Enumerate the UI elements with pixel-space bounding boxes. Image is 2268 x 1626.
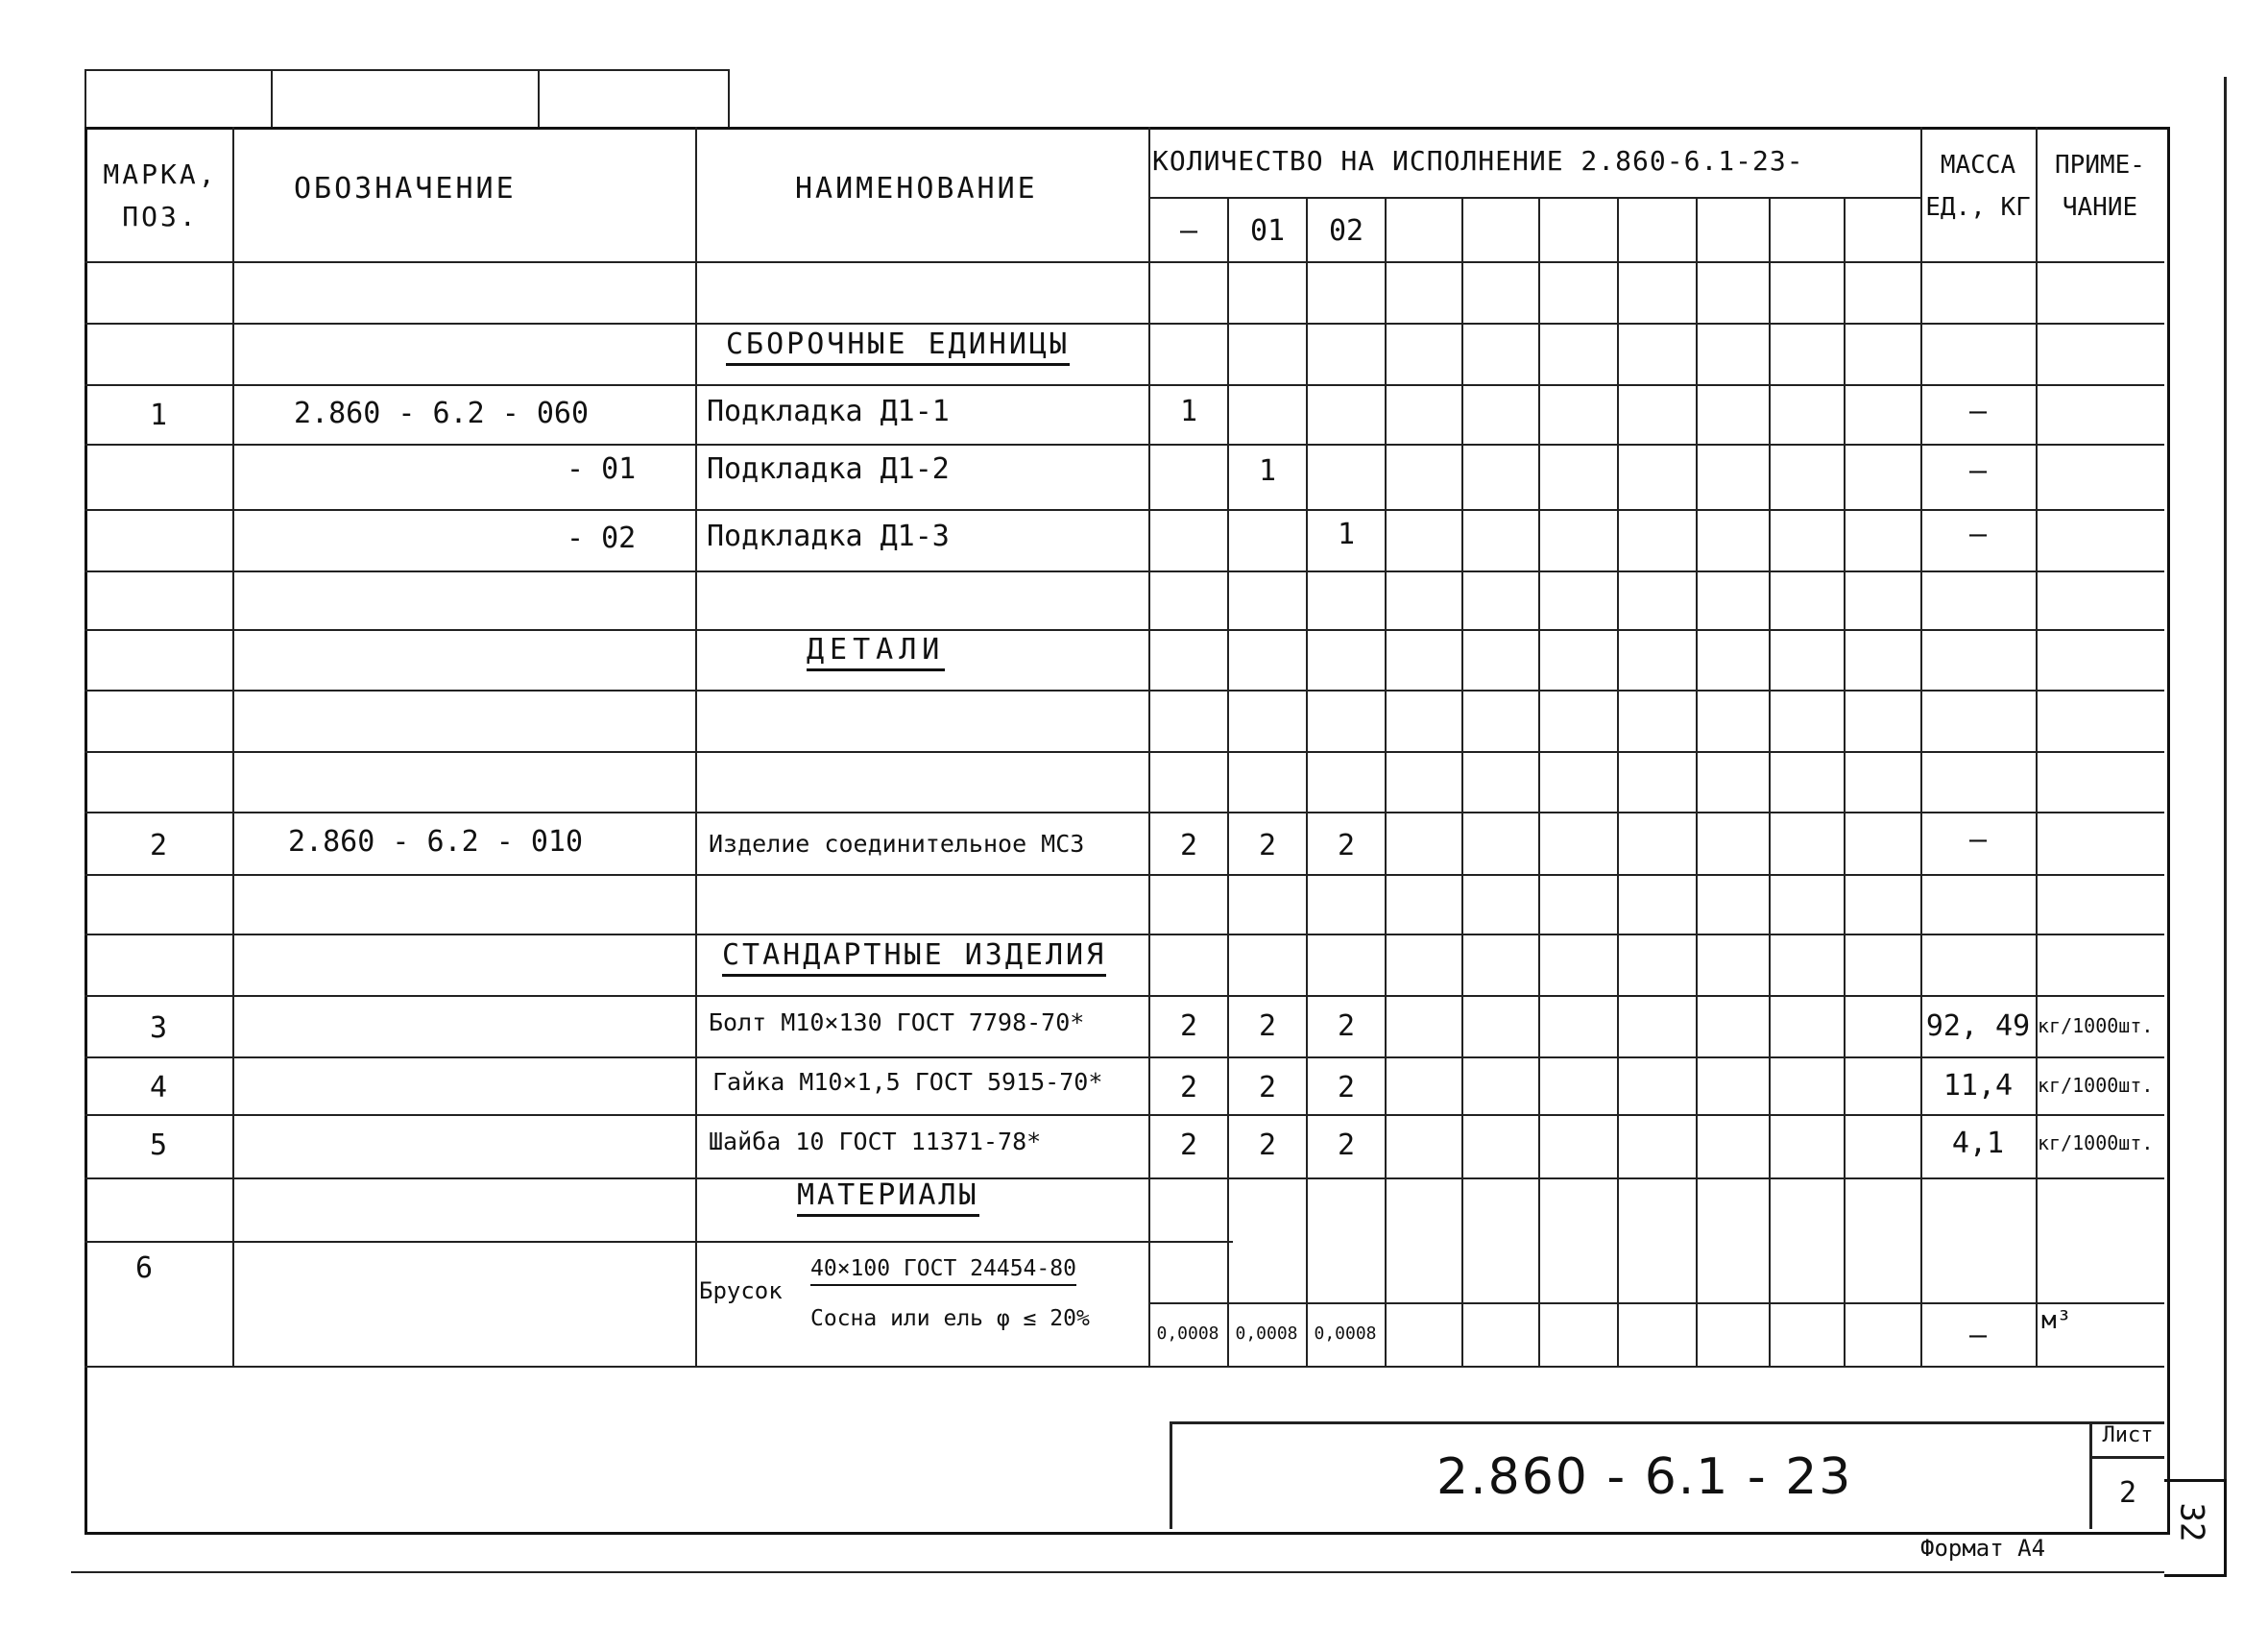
- row-name: Подкладка Д1-2: [707, 452, 950, 486]
- section-standard: СТАНДАРТНЫЕ ИЗДЕЛИЯ: [722, 941, 1106, 977]
- row-designation: - 02: [567, 522, 637, 555]
- section-materials: МАТЕРИАЛЫ: [797, 1181, 979, 1217]
- row-line: [84, 1177, 2164, 1179]
- row-qty: 1: [1179, 395, 1198, 428]
- row-qty: 2: [1179, 1009, 1198, 1043]
- row-pos: 1: [149, 399, 168, 432]
- row-qty: 2: [1258, 1128, 1277, 1162]
- row-qty: 2: [1337, 1071, 1356, 1104]
- header-col-1: 01: [1249, 214, 1286, 248]
- sheet-number: 2: [2118, 1476, 2137, 1510]
- row-note: кг/1000шт.: [2038, 1074, 2154, 1097]
- row-qty: 1: [1337, 518, 1356, 551]
- material-qty: 0,0008: [1156, 1323, 1219, 1344]
- material-mass: —: [1968, 1319, 1988, 1352]
- row-pos: 3: [149, 1011, 168, 1045]
- row-line: [84, 1056, 2164, 1058]
- row-line: [84, 509, 2164, 511]
- row-line: [84, 751, 2164, 753]
- row-qty: 2: [1337, 1128, 1356, 1162]
- top-box-line: [271, 69, 273, 127]
- row-line: [1148, 197, 1920, 199]
- row-qty: 2: [1337, 1009, 1356, 1043]
- row-line: [84, 629, 2164, 631]
- row-line: [84, 1114, 2164, 1116]
- row-pos: 5: [149, 1128, 168, 1162]
- row-mass: —: [1968, 518, 1988, 551]
- stamp-line: [1170, 1421, 1172, 1529]
- row-line: [84, 812, 2164, 813]
- row-qty: 2: [1258, 829, 1277, 862]
- section-details: ДЕТАЛИ: [807, 636, 945, 671]
- stamp-code: 2.860 - 6.1 - 23: [1436, 1448, 1853, 1506]
- header-mass: МАССА ЕД., КГ: [1925, 151, 2031, 222]
- header-col-2: 02: [1328, 214, 1364, 248]
- row-name: Болт М10×130 ГОСТ 7798-70*: [709, 1008, 1085, 1036]
- bottom-line: [71, 1571, 2164, 1573]
- col-line: [1306, 197, 1308, 1366]
- col-line: [1227, 197, 1229, 1366]
- row-name: Изделие соединительное МС3: [709, 830, 1085, 858]
- row-mass: 92, 49: [1925, 1009, 2031, 1043]
- row-note: кг/1000шт.: [2038, 1014, 2154, 1037]
- row-qty: 2: [1179, 1128, 1198, 1162]
- row-line: [84, 323, 2164, 325]
- header-designation: ОБОЗНАЧЕНИЕ: [294, 172, 517, 206]
- col-line: [1696, 197, 1698, 1366]
- header-name: НАИМЕНОВАНИЕ: [795, 172, 1038, 206]
- row-designation: 2.860 - 6.2 - 010: [288, 825, 584, 859]
- row-qty: 1: [1258, 454, 1277, 488]
- col-line: [1844, 197, 1846, 1366]
- col-line: [1538, 197, 1540, 1366]
- row-name: Шайба 10 ГОСТ 11371-78*: [709, 1128, 1042, 1155]
- top-box-line: [538, 69, 540, 127]
- row-name: Подкладка Д1-1: [707, 395, 950, 428]
- col-line: [1617, 197, 1619, 1366]
- header-col-0: —: [1179, 214, 1198, 248]
- row-note: кг/1000шт.: [2038, 1131, 2154, 1154]
- row-pos: 2: [149, 829, 168, 862]
- row-line: [84, 384, 2164, 386]
- material-note: м³: [2041, 1306, 2072, 1335]
- right-edge-line: [2224, 77, 2227, 1479]
- col-line: [1385, 197, 1387, 1366]
- material-line2: Сосна или ель φ ≤ 20%: [810, 1306, 1090, 1331]
- row-qty: 2: [1258, 1071, 1277, 1104]
- row-line: [1148, 1302, 2164, 1304]
- row-designation: - 01: [567, 452, 637, 486]
- row-qty: 2: [1337, 829, 1356, 862]
- material-line1: 40×100 ГОСТ 24454-80: [810, 1258, 1076, 1286]
- row-mass: —: [1968, 454, 1988, 488]
- row-name: Гайка М10×1,5 ГОСТ 5915-70*: [712, 1068, 1103, 1096]
- col-line: [695, 127, 697, 1366]
- col-line: [1920, 127, 1922, 1366]
- row-line: [84, 934, 2164, 935]
- top-box-line: [84, 69, 86, 127]
- header-mark: МАРКА, ПОЗ.: [103, 158, 218, 232]
- row-line: [84, 261, 2164, 263]
- row-name: Подкладка Д1-3: [707, 520, 950, 553]
- stamp-line: [1170, 1421, 2164, 1424]
- col-line: [2036, 127, 2038, 1366]
- row-line: [84, 690, 2164, 692]
- row-line: [84, 874, 2164, 876]
- row-qty: 2: [1179, 1071, 1198, 1104]
- row-line: [84, 1241, 1233, 1243]
- format-label: Формат А4: [1920, 1535, 2046, 1562]
- material-name: Брусок: [699, 1277, 783, 1304]
- row-line: [84, 1366, 2164, 1368]
- row-designation: 2.860 - 6.2 - 060: [294, 397, 590, 430]
- section-assembly: СБОРОЧНЫЕ ЕДИНИЦЫ: [726, 330, 1070, 366]
- sheet-label: Лист: [2102, 1423, 2154, 1447]
- material-pos: 6: [134, 1251, 154, 1285]
- stamp-line: [2089, 1456, 2164, 1459]
- page-number: 32: [2172, 1502, 2211, 1542]
- top-box-line: [84, 69, 728, 71]
- row-mass: 4,1: [1951, 1127, 2005, 1160]
- row-line: [84, 444, 2164, 446]
- row-mass: —: [1968, 823, 1988, 857]
- top-box-line: [728, 69, 730, 127]
- row-mass: 11,4: [1942, 1069, 2014, 1103]
- material-qty: 0,0008: [1235, 1323, 1298, 1344]
- row-pos: 4: [149, 1071, 168, 1104]
- row-qty: 2: [1258, 1009, 1277, 1043]
- material-qty: 0,0008: [1314, 1323, 1377, 1344]
- header-note: ПРИМЕ- ЧАНИЕ: [2055, 151, 2145, 222]
- row-qty: 2: [1179, 829, 1198, 862]
- row-line: [84, 570, 2164, 572]
- header-qty-title: КОЛИЧЕСТВО НА ИСПОЛНЕНИЕ 2.860-6.1-23-: [1152, 145, 1804, 177]
- col-line: [1769, 197, 1771, 1366]
- row-mass: —: [1968, 395, 1988, 428]
- col-line: [1148, 127, 1150, 1366]
- row-line: [84, 995, 2164, 997]
- col-line: [1461, 197, 1463, 1366]
- col-line: [232, 127, 234, 1366]
